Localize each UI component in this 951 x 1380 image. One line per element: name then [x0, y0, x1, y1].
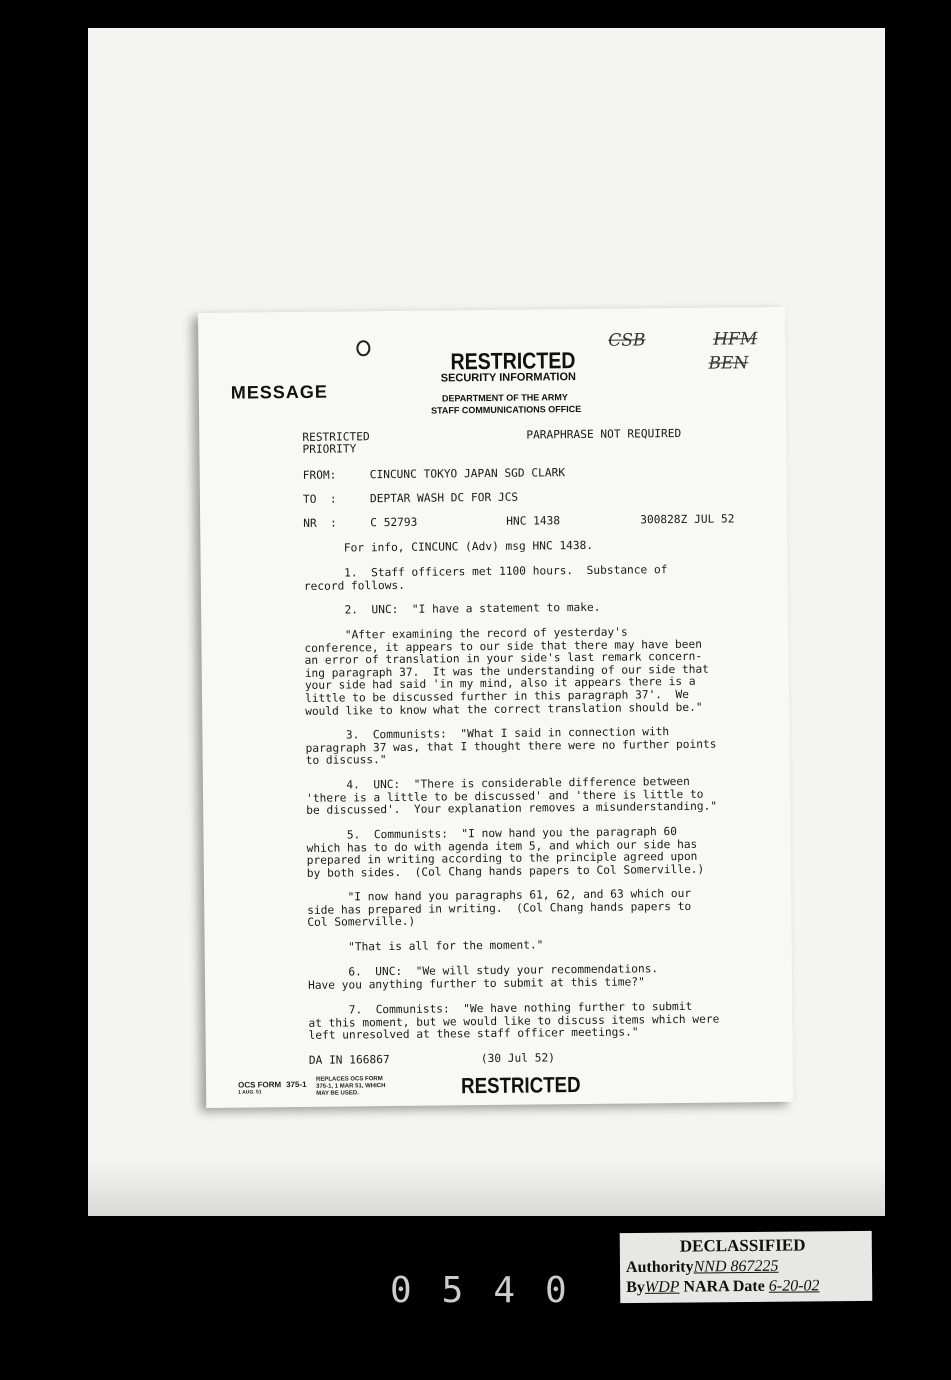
- text-line: "After examining the record of yesterday's: [304, 625, 628, 642]
- text-line: be discussed'. Your explanation removes a misunderstanding.": [306, 799, 718, 818]
- header-classification: RESTRICTED: [450, 347, 576, 375]
- text-line: 1. Staff officers met 1100 hours. Substance of: [303, 563, 668, 580]
- from-label: FROM:: [302, 468, 337, 482]
- text-line: your side had said 'in my mind, also it appears there is a: [304, 675, 696, 693]
- handwritten-initials-2: HFM: [713, 329, 758, 350]
- date-time-group: 300828Z JUL 52: [640, 512, 735, 527]
- classification-line: RESTRICTED: [302, 430, 370, 444]
- paragraph-info: [303, 538, 773, 556]
- form-date: 1 AUG. 51: [238, 1089, 262, 1096]
- declassification-stamp: [620, 1231, 873, 1303]
- text-line: 4. UNC: "There is considerable difference between: [305, 774, 690, 792]
- text-line: side has prepared in writing. (Col Chang hands papers to: [307, 899, 692, 917]
- text-line: 'there is a little to be discussed' and 'there is little to: [306, 787, 704, 805]
- text-line: 5. Communists: "I now hand you the paragraph 60: [306, 825, 677, 842]
- text-line: record follows.: [303, 578, 405, 593]
- text-line: ing paragraph 37. It was the understanding of our side that: [304, 662, 709, 680]
- paragraph-5-continued: [307, 887, 777, 930]
- text-line: Col Somerville.): [307, 914, 416, 930]
- by-value: WDP: [644, 1278, 680, 1296]
- paragraph-5-closing: [308, 937, 778, 955]
- security-information: SECURITY INFORMATION: [440, 371, 577, 385]
- paragraph-1: [304, 563, 774, 593]
- text-line: For info, CINCUNC (Adv) msg HNC 1438.: [303, 538, 594, 555]
- paragraph-4: [306, 775, 776, 818]
- text-line: left unresolved at these staff officer meetings.": [308, 1025, 639, 1043]
- handwritten-initials-3: BEN: [708, 353, 749, 374]
- text-line: which has to do with agenda item 5, and which our side has: [306, 837, 698, 855]
- authority-row: [626, 1258, 779, 1277]
- paragraph-7: [308, 1000, 778, 1043]
- paragraph-3: [305, 725, 775, 768]
- text-line: at this moment, but we would like to discuss items which were: [308, 1012, 720, 1030]
- form-label: OCS FORM: [238, 1080, 282, 1090]
- nr-label: NR :: [303, 516, 337, 530]
- punch-hole: [356, 340, 370, 356]
- text-line: to discuss.": [305, 753, 387, 768]
- to-value: DEPTAR WASH DC FOR JCS: [369, 490, 519, 506]
- paraphrase-line: PARAPHRASE NOT REQUIRED: [526, 426, 682, 442]
- replaces-note: REPLACES OCS FORM 375-1, 1 MAR 51, WHICH MAY BE USED.: [316, 1076, 386, 1097]
- text-line: 7. Communists: "We have nothing further to submit: [308, 999, 693, 1017]
- authority-label: Authority: [625, 1258, 694, 1277]
- nr-value: C 52793: [370, 515, 418, 530]
- form-number: 375-1: [286, 1079, 307, 1090]
- text-line: 6. UNC: "We will study your recommendations.: [307, 962, 659, 979]
- paragraph-5: [306, 825, 777, 880]
- by-label: By: [626, 1278, 645, 1297]
- frame-number: 0540: [390, 1270, 597, 1311]
- declassified-title: DECLASSIFIED: [679, 1235, 806, 1256]
- hnc-number: HNC 1438: [506, 514, 561, 528]
- text-line: conference, it appears to our side that there may have been: [304, 637, 702, 655]
- handwritten-initials-1: CSB: [608, 330, 646, 351]
- office-line: STAFF COMMUNICATIONS OFFICE: [430, 403, 582, 416]
- footer-classification: RESTRICTED: [460, 1072, 581, 1099]
- nara-label: NARA Date: [683, 1277, 765, 1296]
- text-line: paragraph 37 was, that I thought there were no further points: [305, 737, 717, 755]
- department-line: DEPARTMENT OF THE ARMY: [441, 392, 568, 404]
- form-id: [238, 1080, 281, 1095]
- text-line: prepared in writing according to the principle agreed upon: [306, 849, 698, 868]
- paragraph-2-statement: [304, 625, 775, 718]
- paragraph-2: [304, 600, 774, 618]
- nara-date: 6-20-02: [768, 1277, 820, 1295]
- from-value: CINCUNC TOKYO JAPAN SGD CLARK: [369, 466, 566, 482]
- text-line: "I now hand you paragraphs 61, 62, and 63 which our: [307, 886, 692, 904]
- film-edge: [88, 1160, 885, 1216]
- message-document: [198, 307, 793, 1108]
- message-date: (30 Jul 52): [480, 1051, 555, 1066]
- authority-value: NND 867225: [693, 1257, 779, 1276]
- da-in-number: DA IN 166867: [308, 1053, 390, 1067]
- text-line: would like to know what the correct translation should be.": [305, 700, 703, 718]
- text-line: by both sides. (Col Chang hands papers to Col Somerville.): [306, 862, 705, 880]
- by-row: [626, 1277, 819, 1297]
- text-line: 2. UNC: "I have a statement to make.: [304, 600, 601, 617]
- paragraph-6: [308, 962, 778, 992]
- text-line: 3. Communists: "What I said in connection with: [305, 725, 670, 742]
- text-line: "That is all for the moment.": [307, 938, 544, 954]
- text-line: Have you anything further to submit at this time?": [307, 974, 645, 992]
- message-label: MESSAGE: [230, 381, 328, 403]
- to-label: TO :: [302, 492, 337, 506]
- text-line: an error of translation in your side's last remark concern-: [304, 649, 703, 668]
- text-line: little to be discussed further in this paragraph 37'. We: [304, 687, 690, 705]
- priority-line: PRIORITY: [302, 442, 357, 456]
